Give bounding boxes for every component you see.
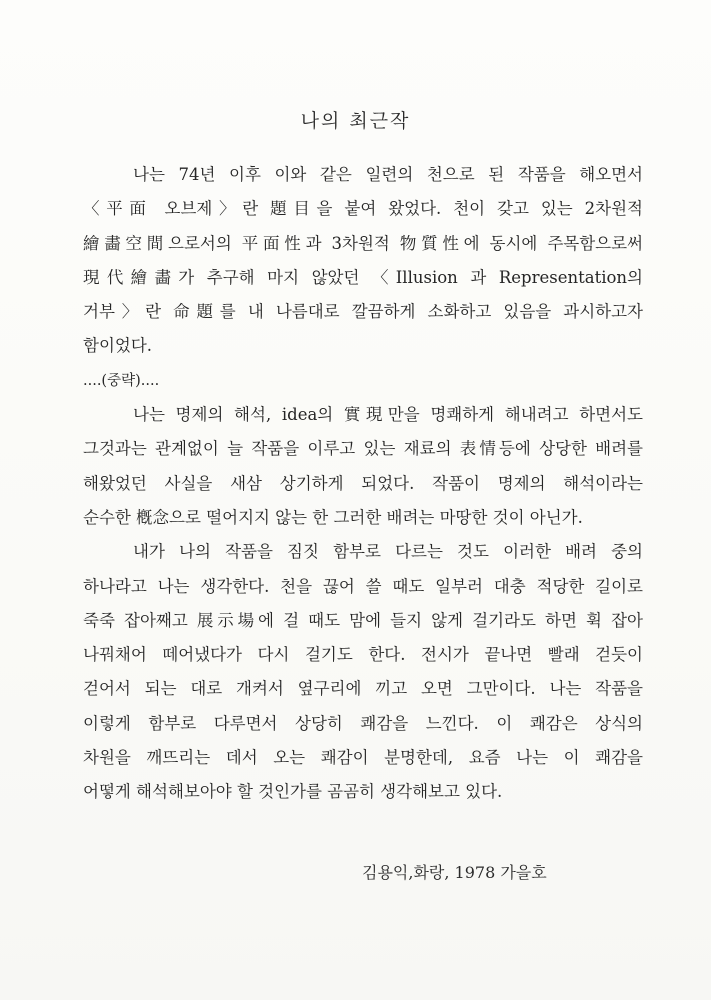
text-line: 繪畵空間으로서의 平面性과 3차원적 物質性에 동시에 주목함으로써 [83,233,643,253]
essay-body [83,158,643,810]
text-line: 걷어서 되는 대로 개켜서 옆구리에 끼고 오면 그만이다. 나는 작품을 [83,679,643,699]
text-line: 거부〉란 命題를 내 나름대로 깔끔하게 소화하고 있음을 과시하고자 [83,302,643,322]
text-line: 나꿔채어 떼어냈다가 다시 걸기도 한다. 전시가 끝나면 빨래 걷듯이 [83,645,643,665]
document-title: 나의 최근작 [300,110,411,132]
omission-marker: ....(중략).... [83,372,160,389]
text-line: 나는 명제의 해석, idea의 實現만을 명쾌하게 해내려고 하면서도 [133,405,643,425]
text-line: 이렇게 함부로 다루면서 상당히 쾌감을 느낀다. 이 쾌감은 상식의 [83,713,643,733]
text-line: 나는 74년 이후 이와 같은 일련의 천으로 된 작품을 해오면서 [133,165,643,184]
text-line: 함이었다. [83,336,153,356]
text-line: 그것과는 관계없이 늘 작품을 이루고 있는 재료의 表情등에 상당한 배려를 [83,439,643,459]
text-line: 하나라고 나는 생각한다. 천을 끊어 쓸 때도 일부러 대충 적당한 길이로 [83,576,643,596]
text-line: 순수한 槪念으로 떨어지지 않는 한 그러한 배려는 마땅한 것이 아닌가. [83,507,583,527]
signature-source: 김용익,화랑, 1978 가을호 [362,863,547,882]
text-line: 現代繪畵가 추구해 마지 않았던 〈Illusion 과 Representation의 [83,267,643,287]
text-line: 죽죽 잡아째고 展示場에 걸 때도 맘에 들지 않게 걸기라도 하면 휙 잡아 [83,610,643,630]
text-line: 해왔었던 사실을 새삼 상기하게 되었다. 작품이 명제의 해석이라는 [83,473,643,493]
text-line: 차원을 깨뜨리는 데서 오는 쾌감이 분명한데, 요즘 나는 이 쾌감을 [83,748,643,768]
text-line: 〈平面 오브제〉란 題目을 붙여 왔었다. 천이 갖고 있는 2차원적 [83,199,643,219]
text-line: 어떻게 해석해보아야 할 것인가를 곰곰히 생각해보고 있다. [83,782,503,802]
text-line: 내가 나의 작품을 짐짓 함부로 다르는 것도 이러한 배려 중의 [133,542,643,562]
